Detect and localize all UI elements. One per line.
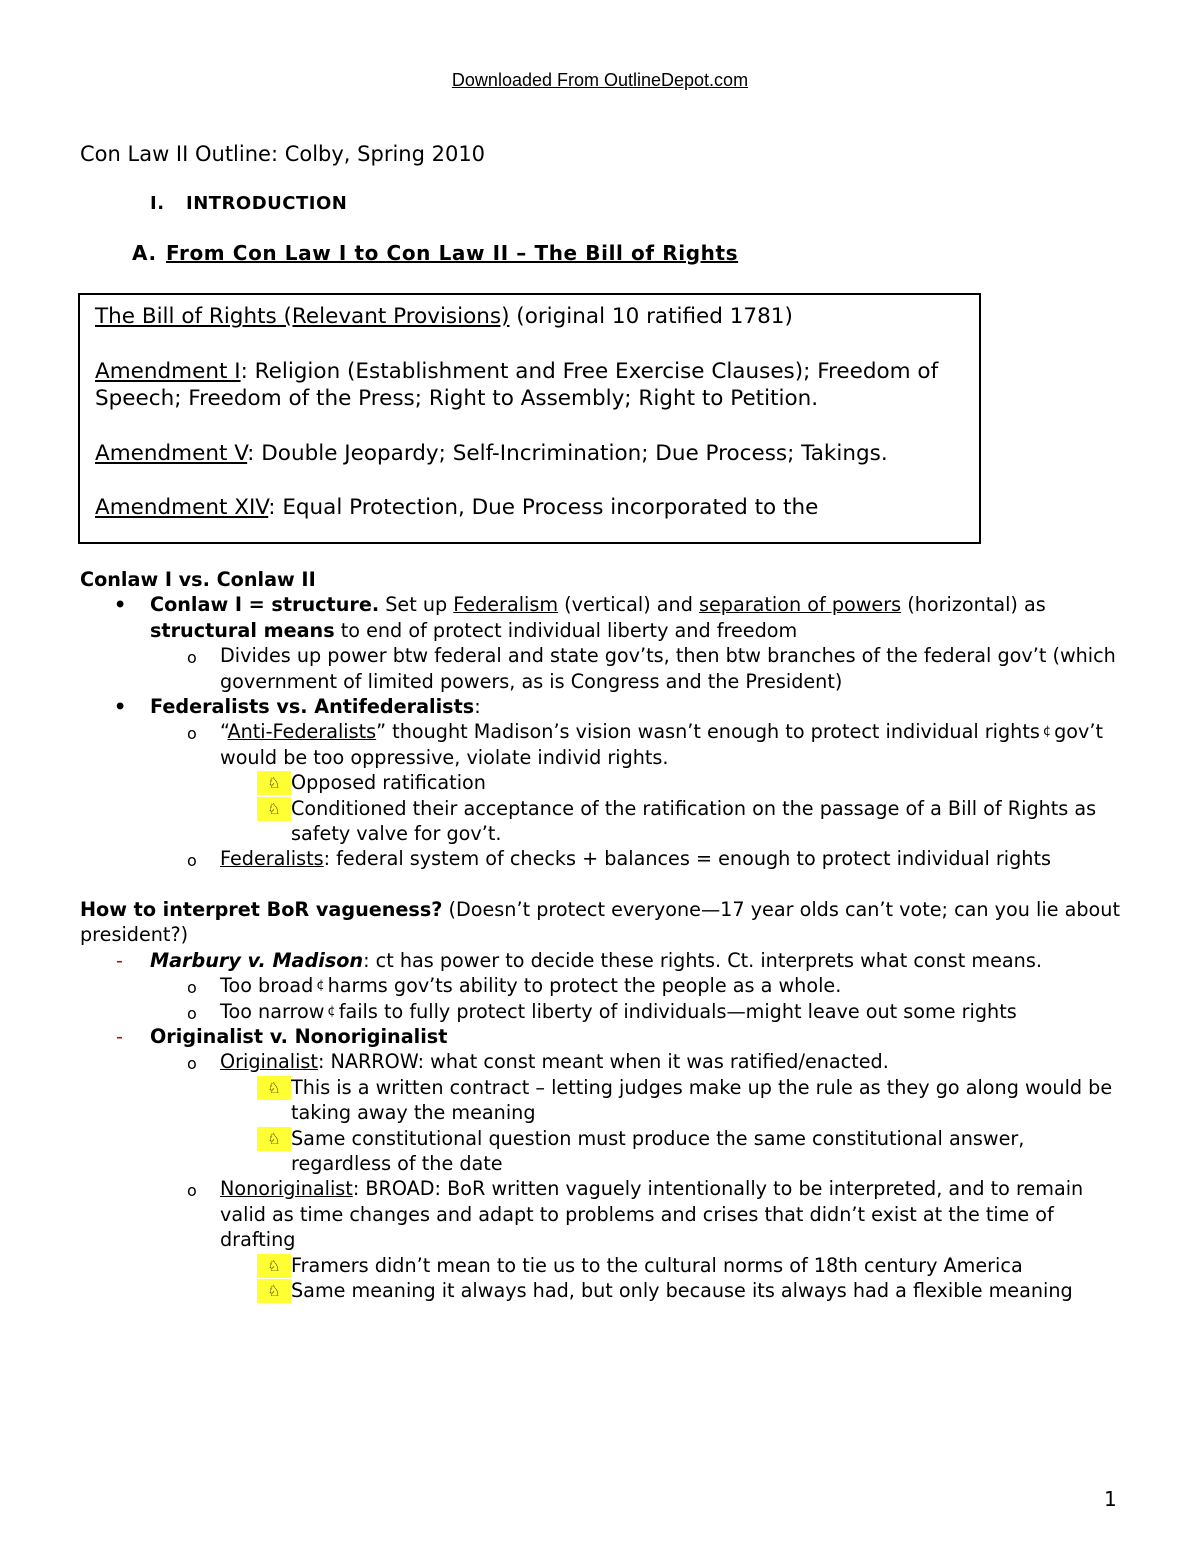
dash-bullet-icon: - xyxy=(116,948,123,972)
section-label: INTRODUCTION xyxy=(186,193,348,214)
list-item-text: : xyxy=(474,695,481,719)
interpret-heading-note: (Doesn’t protect everyone—17 year olds can’t vote; can you lie about president?) xyxy=(80,897,1120,947)
list-item-text: Divides up power btw federal and state gov’ts, then btw branches of the federal gov’t (which government of limited powers, as is Congress and the President) xyxy=(220,644,1116,693)
list-item xyxy=(80,1253,1130,1278)
amendment-text: : Equal Protection, Due Process incorporated to the xyxy=(268,495,819,520)
arrow-icon: ¢ xyxy=(327,1003,336,1019)
amendment-text: : Double Jeopardy; Self-Incrimination; Due Process; Takings. xyxy=(247,440,888,466)
list-item-bold: Federalists vs. Antifederalists xyxy=(150,695,475,719)
circle-bullet-icon: o xyxy=(187,978,197,998)
list-item xyxy=(80,973,1130,998)
list-item xyxy=(80,694,1130,719)
list-item-text: : federal system of checks + balances = enough to protect individual rights xyxy=(323,847,1051,871)
interpret-list xyxy=(80,948,1130,1304)
pointing-hand-icon: ♘ xyxy=(257,1254,291,1278)
list-item-text: ” thought Madison’s vision wasn’t enough to protect individual rights xyxy=(376,720,1040,744)
amendment-text: : Religion (Establishment and Free Exercise Clauses); Freedom of Speech; Freedom of the Press; Right to Assembly; Right to Petition. xyxy=(95,358,939,411)
list-item-text: Conditioned their acceptance of the ratification on the passage of a Bill of Rights as safety valve for gov’t. xyxy=(291,796,1097,846)
list-item xyxy=(80,999,1130,1024)
interpret-heading-line xyxy=(80,897,1130,948)
list-item-text: to end of protect individual liberty and freedom xyxy=(334,618,798,642)
circle-bullet-icon: o xyxy=(187,851,197,871)
section-number: A. xyxy=(132,241,157,265)
amendment-label: Amendment V xyxy=(95,440,248,466)
list-item-text: Set up xyxy=(379,593,454,617)
list-item xyxy=(80,719,1130,770)
list-item-text: “ xyxy=(220,720,228,744)
term-federalists: Federalists xyxy=(220,847,324,871)
document-title: Con Law II Outline: Colby, Spring 2010 xyxy=(80,142,486,166)
bullet-icon: • xyxy=(114,695,127,719)
header-link[interactable]: Downloaded From OutlineDepot.com xyxy=(451,70,749,90)
circle-bullet-icon: o xyxy=(187,724,197,744)
list-item xyxy=(80,1126,1130,1177)
term-structural-means: structural means xyxy=(150,618,335,642)
circle-bullet-icon: o xyxy=(187,1054,197,1074)
list-item-text: This is a written contract – letting judges make up the rule as they go along would be taking away the meaning xyxy=(291,1075,1113,1125)
amendment-xiv xyxy=(95,494,965,522)
list-item-text: fails to fully protect liberty of individuals—might leave out some rights xyxy=(338,999,1017,1023)
list-item xyxy=(80,1176,1130,1252)
list-item xyxy=(80,846,1130,871)
list-item-text: Too broad xyxy=(220,974,314,998)
amendment-label: Amendment XIV xyxy=(95,495,269,520)
list-item xyxy=(80,948,1130,973)
list-item xyxy=(80,643,1130,694)
conlaw-list xyxy=(80,592,1130,871)
list-item-bold: Conlaw I = structure. xyxy=(150,593,380,617)
term-anti-federalists: Anti-Federalists xyxy=(227,720,377,744)
pointing-hand-icon: ♘ xyxy=(257,771,291,795)
case-name: Marbury v. Madison xyxy=(150,948,364,972)
outline-body xyxy=(80,567,1130,1303)
interpret-heading: How to interpret BoR vagueness? xyxy=(80,897,443,921)
term-federalism: Federalism xyxy=(453,593,559,617)
pointing-hand-icon: ♘ xyxy=(257,1127,291,1151)
list-item xyxy=(80,1075,1130,1126)
list-item-text: : NARROW: what const meant when it was ratified/enacted. xyxy=(317,1050,889,1074)
list-item-text: : ct has power to decide these rights. Ct. interprets what const means. xyxy=(363,948,1042,972)
section-i-heading xyxy=(150,193,347,214)
list-item xyxy=(80,770,1130,795)
term-originalist: Originalist xyxy=(220,1050,318,1074)
box-heading-line xyxy=(95,303,965,331)
list-item xyxy=(80,796,1130,847)
list-item xyxy=(80,592,1130,643)
list-item-text: (vertical) and xyxy=(558,593,699,617)
list-item-text: Too narrow xyxy=(220,999,325,1023)
pointing-hand-icon: ♘ xyxy=(257,1279,291,1303)
pointing-hand-icon: ♘ xyxy=(257,1076,291,1100)
amendment-label: Amendment I xyxy=(95,358,241,384)
list-item-bold: Originalist v. Nonoriginalist xyxy=(150,1024,448,1048)
section-label: From Con Law I to Con Law II – The Bill of Rights xyxy=(166,241,739,265)
list-item xyxy=(80,1278,1130,1303)
list-item-text: : BROAD: BoR written vaguely intentionally to be interpreted, and to remain valid as time changes and adapt to problems and crises that didn’t exist at the time of drafting xyxy=(220,1177,1084,1252)
list-item-text: Opposed ratification xyxy=(291,771,486,795)
list-item xyxy=(80,1049,1130,1074)
box-heading: The Bill of Rights (Relevant Provisions) xyxy=(95,304,510,329)
term-nonoriginalist: Nonoriginalist xyxy=(220,1177,353,1201)
bill-of-rights-box xyxy=(78,293,981,544)
list-item-text: Same meaning it always had, but only because its always had a flexible meaning xyxy=(291,1278,1073,1302)
circle-bullet-icon: o xyxy=(187,1181,197,1201)
conlaw-heading: Conlaw I vs. Conlaw II xyxy=(80,568,316,591)
bullet-icon: • xyxy=(114,593,127,617)
list-item-text: harms gov’ts ability to protect the people as a whole. xyxy=(327,974,842,998)
arrow-icon: ¢ xyxy=(1042,724,1052,740)
circle-bullet-icon: o xyxy=(187,648,197,668)
arrow-icon: ¢ xyxy=(316,978,325,994)
amendment-v xyxy=(95,440,965,468)
section-a-heading xyxy=(132,241,738,265)
list-item-text: Same constitutional question must produce the same constitutional answer, regardless of the date xyxy=(291,1126,1025,1175)
circle-bullet-icon: o xyxy=(187,1003,197,1023)
term-separation-of-powers: separation of powers xyxy=(698,593,902,617)
list-item-text: (horizontal) as xyxy=(901,593,1046,617)
list-item-text: Framers didn’t mean to tie us to the cultural norms of 18th century America xyxy=(291,1253,1023,1277)
page-number: 1 xyxy=(1104,1487,1117,1511)
dash-bullet-icon: - xyxy=(116,1024,123,1048)
list-item xyxy=(80,1024,1130,1049)
section-number: I. xyxy=(150,193,165,214)
list-item-text: gov’t would be too oppressive, violate individ rights. xyxy=(220,720,1104,769)
amendment-i xyxy=(95,358,965,413)
box-heading-note: (original 10 ratified 1781) xyxy=(509,304,793,329)
pointing-hand-icon: ♘ xyxy=(257,797,291,821)
